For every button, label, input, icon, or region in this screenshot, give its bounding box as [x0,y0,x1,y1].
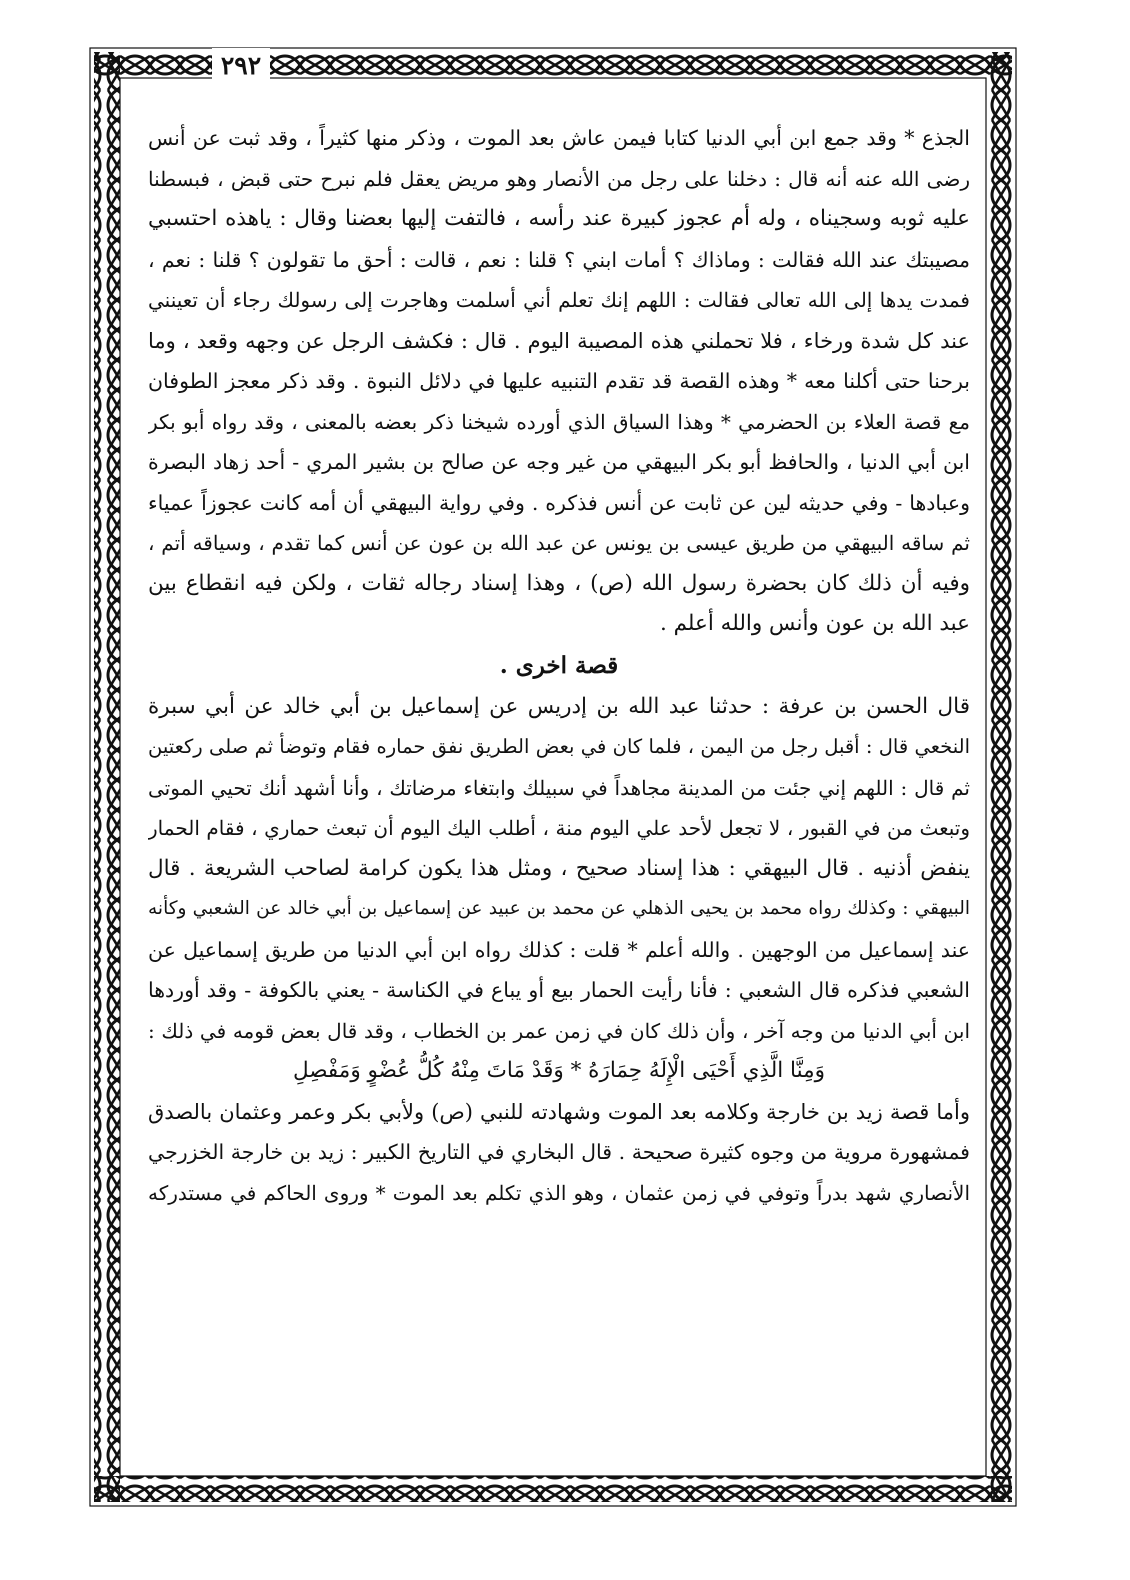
text-line: النخعي قال : أقبل رجل من اليمن ، فلما كان في بعض الطريق نفق حماره فقام وتوضأ ثم صلى ركعتين [148,735,970,758]
text-line: وتبعث من في القبور ، لا تجعل لأحد علي اليوم منة ، أطلب اليك اليوم أن تبعث حماري ، فقام الحمار [148,816,970,840]
text-line: ينفض أذنيه . قال البيهقي : هذا إسناد صحيح ، ومثل هذا يكون كرامة لصاحب الشريعة . قال [148,855,970,881]
paragraph-3 [148,1092,970,1214]
text-line: الشعبي فذكره قال الشعبي : فأنا رأيت الحمار بيع أو يباع في الكناسة - يعني بالكوفة - وقد أوردها [148,978,970,1002]
poetry-verse: وَمِنَّا الَّذِي أَحْيَى الْإِلَهُ حِمَارَهُ * وَقَدْ مَاتَ مِنْهُ كُلُّ عُضْوٍ وَمَفْصِلِ [293,1058,825,1083]
paragraph-1 [148,118,970,645]
text-line: ثم قال : اللهم إني جئت من المدينة مجاهداً في سبيلك وابتغاء مرضاتك ، وأنا أشهد أنك تحيي الموتى [148,775,970,800]
text-line: ابن أبي الدنيا ، والحافظ أبو بكر البيهقي من غير وجه عن صالح بن بشير المري - أحد زهاد البصرة [148,450,970,474]
text-line: وفيه أن ذلك كان بحضرة رسول الله (ص) ، وهذا إسناد رجاله ثقات ، ولكن فيه انقطاع بين [148,570,970,596]
text-line: ابن أبي الدنيا من وجه آخر ، وأن ذلك كان في زمن عمر بن الخطاب ، وقد قال بعض قومه في ذلك : [148,1018,970,1043]
text-line: عبد الله بن عون وأنس والله أعلم . [659,611,970,636]
text-line: الجذع * وقد جمع ابن أبي الدنيا كتابا فيمن عاش بعد الموت ، وذكر منها كثيراً ، وقد ثبت عن أنس [148,126,970,150]
text-line: عليه ثوبه وسجيناه ، وله أم عجوز كبيرة عند رأسه ، فالتفت إليها بعضنا وقال : ياهذه احتسبي [148,206,970,231]
text-line: فمدت يدها إلى الله تعالى فقالت : اللهم إنك تعلم أني أسلمت وهاجرت إلى رسولك رجاء أن تعينني [148,288,970,312]
text-line: مع قصة العلاء بن الحضرمي * وهذا السياق الذي أورده شيخنا ذكر بعضه بالمعنى ، وقد رواه أبو بكر [148,409,970,434]
text-line: الأنصاري شهد بدراً وتوفي في زمن عثمان ، وهو الذي تكلم بعد الموت * وروى الحاكم في مستدركه [148,1180,970,1205]
text-line: مصيبتك عند الله فقالت : وماذاك ؟ أمات ابني ؟ قلنا : نعم ، قالت : أحق ما تقولون ؟ قلنا : نعم ، [148,247,970,272]
text-line: قال الحسن بن عرفة : حدثنا عبد الله بن إدريس عن إسماعيل بن أبي خالد عن أبي سبرة [148,693,970,719]
text-line: رضى الله عنه أنه قال : دخلنا على رجل من الأنصار وهو مريض يعقل فلم نبرح حتى قبض ، فبسطنا [148,166,970,191]
text-line: عند إسماعيل من الوجهين . والله أعلم * قلت : كذلك رواه ابن أبي الدنيا من طريق إسماعيل عن [148,937,970,962]
text-body [148,118,970,1458]
section-heading: قصة اخرى . [499,651,619,679]
text-line: ثم ساقه البيهقي من طريق عيسى بن يونس عن عبد الله بن عون عن أنس كما تقدم ، وسياقه أتم ، [148,531,970,555]
text-line: البيهقي : وكذلك رواه محمد بن يحيى الذهلي عن محمد بن عبيد عن إسماعيل بن أبي خالد عن الشعبي وكأنه [148,898,970,919]
text-line: عند كل شدة ورخاء ، فلا تحملني هذه المصيبة اليوم . قال : فكشف الرجل عن وجهه وقعد ، وما [148,328,970,353]
text-line: وعبادها - وفي حديثه لين عن ثابت عن أنس فذكره . وفي رواية البيهقي أن أمه كانت عجوزاً عمياء [148,490,970,515]
text-line: فمشهورة مروية من وجوه كثيرة صحيحة . قال البخاري في التاريخ الكبير : زيد بن خارجة الخزرجي [148,1140,970,1164]
text-line: وأما قصة زيد بن خارجة وكلامه بعد الموت وشهادته للنبي (ص) ولأبي بكر وعمر وعثمان بالصدق [148,1099,970,1124]
text-line: برحنا حتى أكلنا معه * وهذه القصة قد تقدم التنبيه عليها في دلائل النبوة . وقد ذكر معجز الطوفان [148,369,970,393]
paragraph-2 [148,687,970,1052]
page-number: ٢٩٢ [212,48,270,84]
